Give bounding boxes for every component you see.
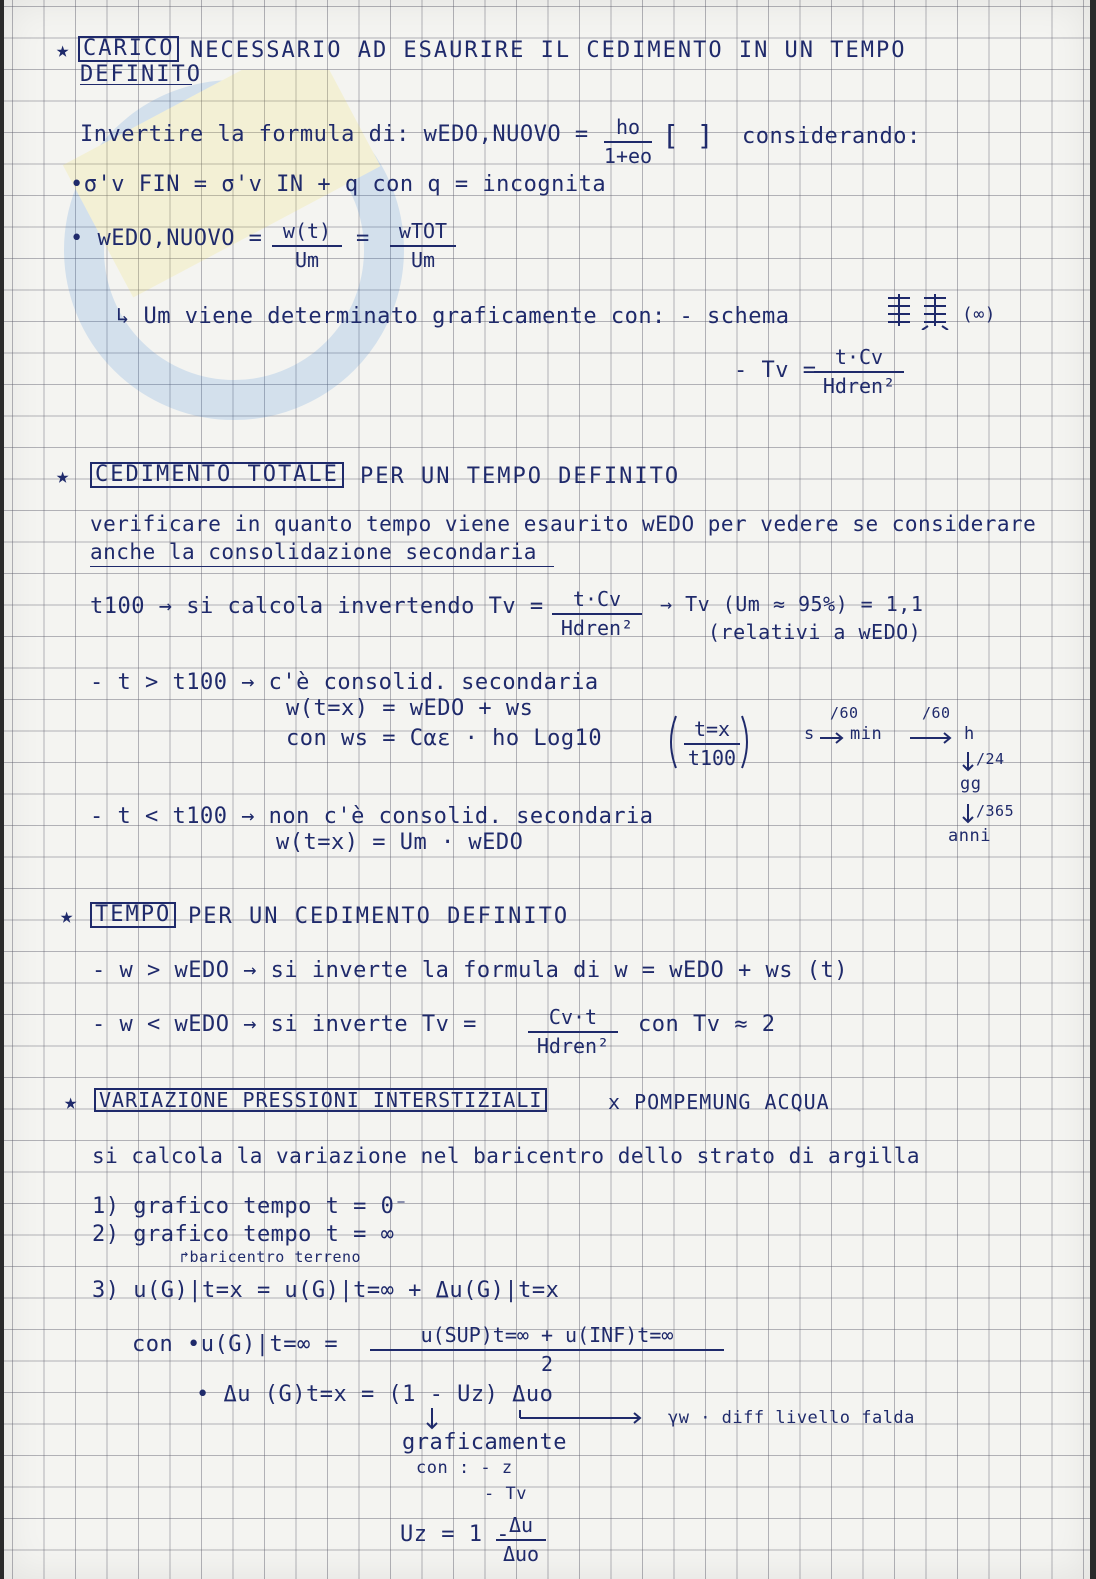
sec1-brackets: [ ] <box>662 119 715 152</box>
sec1-title: NECESSARIO AD ESAURIRE IL CEDIMENTO IN UN TEMPO <box>190 38 907 63</box>
sec4-title-box: VARIAZIONE PRESSIONI INTERSTIZIALI <box>94 1088 547 1112</box>
sec4-graf2: con : - z <box>416 1458 513 1478</box>
sec4-title: x POMPEMUNG ACQUA <box>608 1090 830 1114</box>
frac-num: w(t) <box>282 219 332 243</box>
sec2-t100: t100 → si calcola invertendo Tv = <box>90 594 544 619</box>
sec3-case1: - w > wEDO → si inverte la formula di w = wEDO + ws (t) <box>92 958 848 983</box>
sec2-t100-frac <box>552 588 642 640</box>
frac-den: Um <box>410 248 436 272</box>
sec2-case1-with: con ws = Cαε · ho Log10 <box>286 726 603 751</box>
sec2-case2-eq: w(t=x) = Um · wEDO <box>276 830 524 855</box>
conv-60a: /60 <box>830 704 859 722</box>
frac-num: t=x <box>693 717 731 741</box>
underline <box>80 84 192 85</box>
sec4-du-note: γw · diff livello falda <box>668 1408 915 1428</box>
conv-s: s <box>804 724 815 744</box>
sec2-case1-eq: w(t=x) = wEDO + ws <box>286 696 534 721</box>
sec4-du-line: • Δu (G)t=x = (1 - Uz) Δuo <box>196 1382 554 1407</box>
frac-num: u(SUP)t=∞ + u(INF)t=∞ <box>420 1323 674 1347</box>
frac-bar <box>684 743 740 745</box>
frac-den: Hdren² <box>536 1034 610 1058</box>
conv-min: min <box>850 724 883 744</box>
sec2-tv-note2: (relativi a wEDO) <box>708 620 922 644</box>
underline <box>90 566 554 567</box>
frac-den: Um <box>294 248 320 272</box>
sec2-case2: - t < t100 → non c'è consolid. secondaria <box>90 804 654 829</box>
sec1-frac <box>604 116 652 168</box>
sec3-title: PER UN CEDIMENTO DEFINITO <box>188 904 570 929</box>
sec3-star: ★ <box>60 904 76 929</box>
sec1-arrow-line: ↳ Um viene determinato graficamente con: - schema <box>116 304 790 329</box>
sec2-case1: - t > t100 → c'è consolid. secondaria <box>90 670 599 695</box>
conv-h: h <box>964 724 975 744</box>
frac-bar <box>814 371 904 373</box>
conv-gg: gg <box>960 774 982 794</box>
sec4-star: ★ <box>64 1090 80 1115</box>
sec4-note: ↱baricentro terreno <box>180 1248 362 1266</box>
sec4-uz: Uz = 1 - <box>400 1522 510 1547</box>
sec2-star: ★ <box>56 464 72 489</box>
frac-bar <box>552 613 642 615</box>
sec4-item1: 1) grafico tempo t = 0⁻ <box>92 1194 409 1219</box>
frac-bar <box>496 1539 546 1541</box>
frac-num: t·Cv <box>572 587 622 611</box>
frac-den: Hdren² <box>560 616 634 640</box>
conv-anni: anni <box>948 826 991 846</box>
sec4-con: con •u(G)|t=∞ = <box>132 1332 339 1357</box>
frac-den: t100 <box>687 746 737 770</box>
sec1-intro: Invertire la formula di: wEDO,NUOVO = <box>80 122 589 147</box>
sec1-star: ★ <box>56 38 72 63</box>
sec4-item2: 2) grafico tempo t = ∞ <box>92 1222 395 1247</box>
notebook-page <box>4 0 1090 1579</box>
sec4-graf3: - Tv <box>484 1484 527 1504</box>
sec2-tv-note1: → Tv (Um ≈ 95%) = 1,1 <box>660 592 924 616</box>
frac-bar <box>272 245 342 247</box>
sec1-tv-frac <box>814 346 904 398</box>
sec2-title-box: CEDIMENTO TOTALE <box>90 462 344 488</box>
frac-den: Δuo <box>502 1542 540 1566</box>
schema-tail: (∞) <box>962 304 997 325</box>
frac-den: 2 <box>540 1352 554 1376</box>
frac-bar <box>528 1031 618 1033</box>
sec2-line2: anche la consolidazione secondaria <box>90 540 537 564</box>
sec4-con-frac <box>370 1324 724 1376</box>
frac-num: ho <box>615 115 641 139</box>
sec4-item3: 3) u(G)|t=x = u(G)|t=∞ + Δu(G)|t=x <box>92 1278 560 1303</box>
sec1-title-line2: DEFINITO <box>80 62 202 87</box>
sec3-frac <box>528 1006 618 1058</box>
sec4-graf1: graficamente <box>402 1430 567 1455</box>
schema-sketch-icon <box>884 290 962 330</box>
frac-den: Hdren² <box>822 374 896 398</box>
sec2-title: PER UN TEMPO DEFINITO <box>360 464 681 489</box>
frac-bar <box>390 245 456 247</box>
frac-num: Δu <box>508 1513 534 1537</box>
frac-num: wTOT <box>398 219 448 243</box>
frac-num: t·Cv <box>834 345 884 369</box>
sec1-b2-frac2 <box>390 220 456 272</box>
sec1-tv-lhs: - Tv = <box>734 358 817 383</box>
conv-24: /24 <box>976 750 1005 768</box>
sec2-line1: verificare in quanto tempo viene esaurito wEDO per vedere se considerare <box>90 512 1037 536</box>
conv-60b: /60 <box>922 704 951 722</box>
sec3-case2-tail: con Tv ≈ 2 <box>638 1012 776 1037</box>
frac-num: Cv·t <box>548 1005 598 1029</box>
sec4-line1: si calcola la variazione nel baricentro dello strato di argilla <box>92 1144 921 1168</box>
sec3-title-box: TEMPO <box>90 902 176 928</box>
conv-365: /365 <box>976 802 1015 820</box>
sec1-title-box: CARICO <box>78 36 179 62</box>
frac-bar <box>370 1349 724 1351</box>
frac-den: 1+eo <box>603 144 653 168</box>
sec1-intro-end: considerando: <box>742 124 921 149</box>
sec3-case2: - w < wEDO → si inverte Tv = <box>92 1012 477 1037</box>
sec1-b2-eq: = <box>356 226 370 251</box>
sec4-uz-frac <box>496 1514 546 1566</box>
sec2-log-frac <box>684 718 740 770</box>
sec1-bullet2: • wEDO,NUOVO = <box>70 226 263 251</box>
sec1-bullet1: •σ'v FIN = σ'v IN + q con q = incognita <box>70 172 607 197</box>
sec1-b2-frac1 <box>272 220 342 272</box>
frac-bar <box>604 141 652 143</box>
